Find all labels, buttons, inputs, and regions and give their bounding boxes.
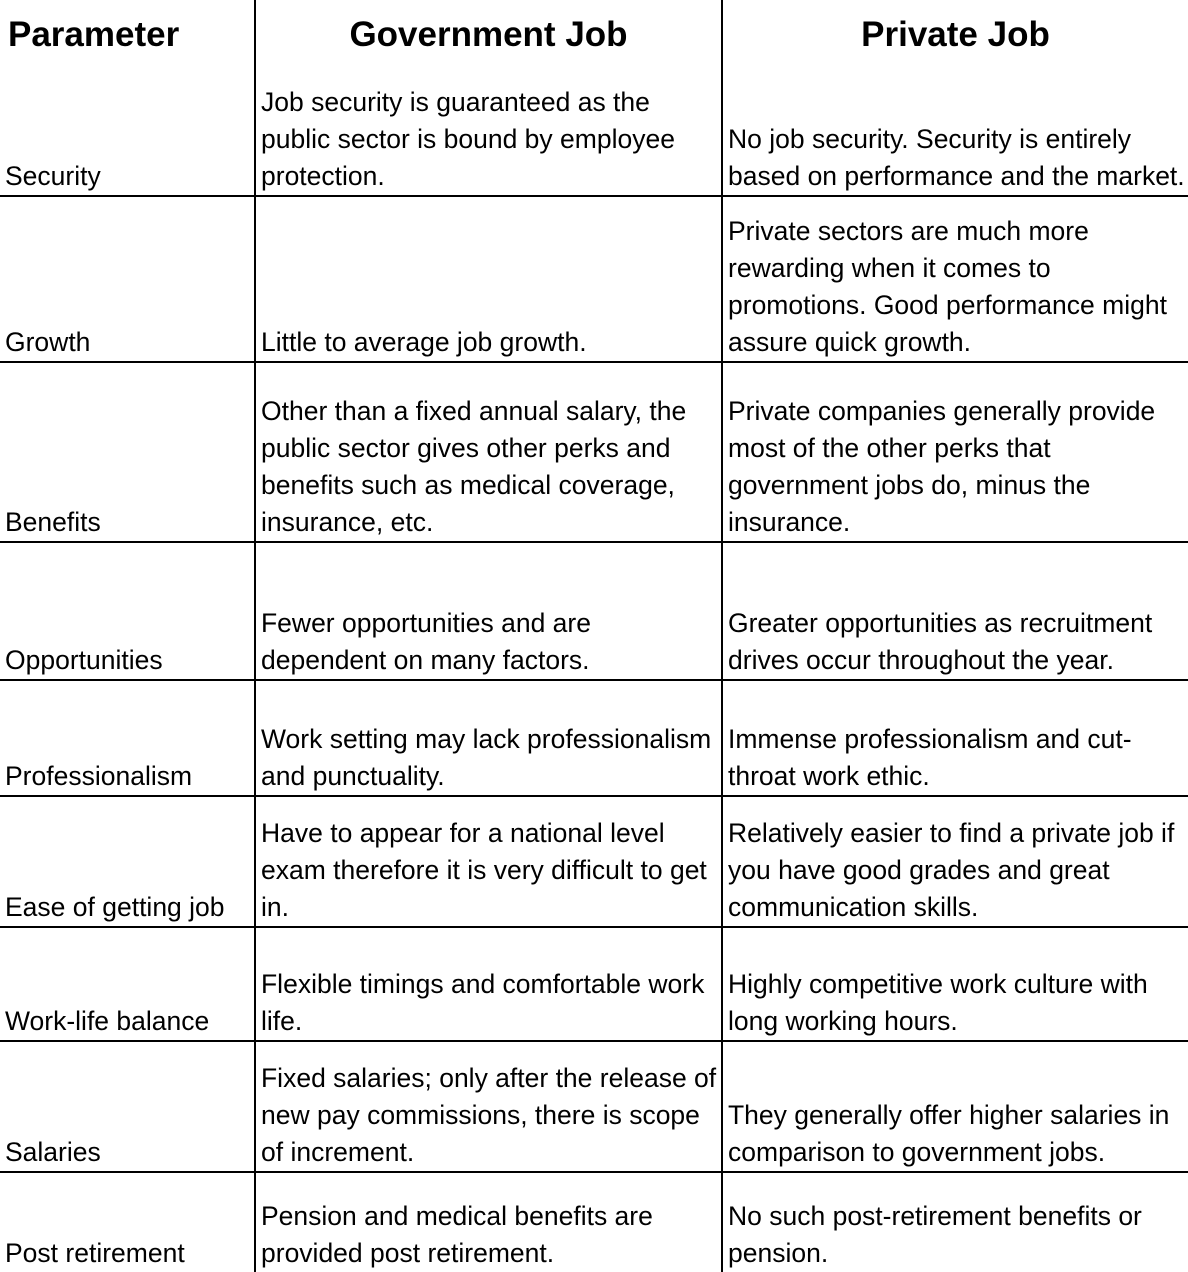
private-cell: No job security. Security is entirely based on performance and the market.	[722, 61, 1188, 196]
parameter-cell: Growth	[0, 196, 255, 362]
private-cell: No such post-retirement benefits or pension.	[722, 1172, 1188, 1272]
government-cell: Have to appear for a national level exam therefore it is very difficult to get in.	[255, 796, 722, 927]
parameter-cell: Work-life balance	[0, 927, 255, 1041]
government-cell: Other than a fixed annual salary, the public sector gives other perks and benefits such as medical coverage, insurance, etc.	[255, 362, 722, 542]
header-government-job: Government Job	[255, 0, 722, 61]
private-cell: Private companies generally provide most of the other perks that government jobs do, minus the insurance.	[722, 362, 1188, 542]
parameter-cell: Ease of getting job	[0, 796, 255, 927]
government-cell: Fewer opportunities and are dependent on many factors.	[255, 542, 722, 680]
table-row-work-life-balance	[0, 927, 1188, 1041]
table-row-security	[0, 61, 1188, 196]
private-cell: They generally offer higher salaries in comparison to government jobs.	[722, 1041, 1188, 1172]
table-row-opportunities	[0, 542, 1188, 680]
private-cell: Highly competitive work culture with long working hours.	[722, 927, 1188, 1041]
table-row-growth	[0, 196, 1188, 362]
parameter-cell: Opportunities	[0, 542, 255, 680]
private-cell: Private sectors are much more rewarding when it comes to promotions. Good performance might assure quick growth.	[722, 196, 1188, 362]
parameter-cell: Post retirement	[0, 1172, 255, 1272]
parameter-cell: Security	[0, 61, 255, 196]
parameter-cell: Professionalism	[0, 680, 255, 796]
private-cell: Relatively easier to find a private job if you have good grades and great communication skills.	[722, 796, 1188, 927]
header-private-job: Private Job	[722, 0, 1188, 61]
government-cell: Work setting may lack professionalism and punctuality.	[255, 680, 722, 796]
government-cell: Job security is guaranteed as the public sector is bound by employee protection.	[255, 61, 722, 196]
government-cell: Fixed salaries; only after the release of new pay commissions, there is scope of increment.	[255, 1041, 722, 1172]
table-row-professionalism	[0, 680, 1188, 796]
table-row-ease-of-getting-job	[0, 796, 1188, 927]
table-row-post-retirement	[0, 1172, 1188, 1272]
government-cell: Little to average job growth.	[255, 196, 722, 362]
parameter-cell: Benefits	[0, 362, 255, 542]
header-parameter: Parameter	[0, 0, 255, 61]
parameter-cell: Salaries	[0, 1041, 255, 1172]
government-cell: Flexible timings and comfortable work life.	[255, 927, 722, 1041]
header-row	[0, 0, 1188, 61]
table-row-benefits	[0, 362, 1188, 542]
table-row-salaries	[0, 1041, 1188, 1172]
government-cell: Pension and medical benefits are provided post retirement.	[255, 1172, 722, 1272]
private-cell: Greater opportunities as recruitment drives occur throughout the year.	[722, 542, 1188, 680]
private-cell: Immense professionalism and cut-throat work ethic.	[722, 680, 1188, 796]
